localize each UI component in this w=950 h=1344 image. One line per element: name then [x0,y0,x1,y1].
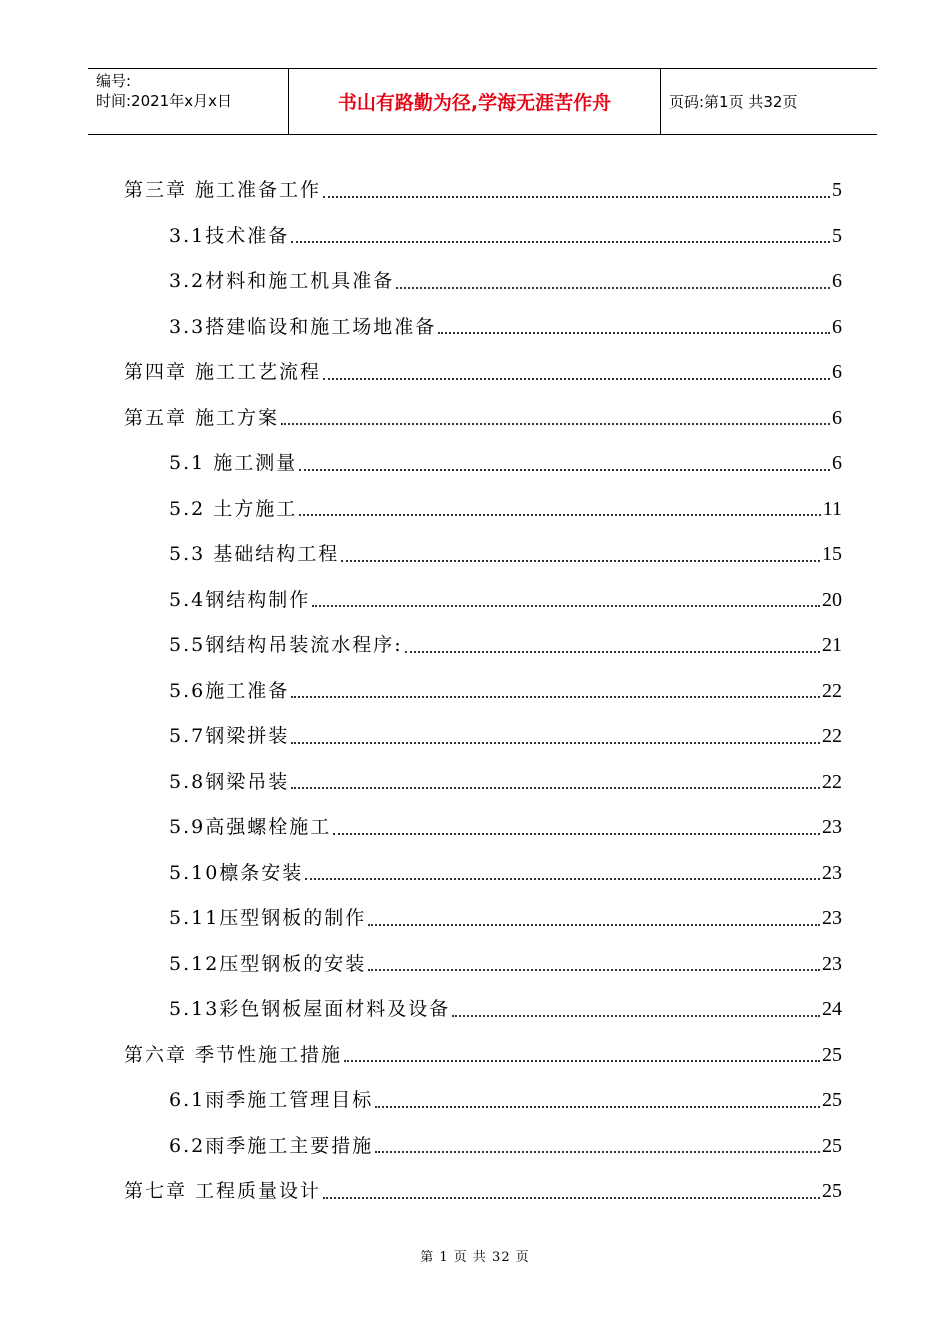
toc-entry-page: 22 [822,725,842,747]
toc-entry-title: 6.1雨季施工管理目标 [169,1089,374,1111]
toc-entry-title: 5.6施工准备 [169,679,290,702]
toc-leader-dots [344,1060,820,1062]
toc-leader-dots [375,1151,820,1153]
toc-leader-dots [281,423,830,425]
toc-entry-page: 25 [822,1043,842,1066]
toc-entry[interactable] [124,305,842,351]
toc-entry-title: 6.2雨季施工主要措施 [169,1134,374,1157]
toc-entry-title: 3.1技术准备 [169,224,290,247]
toc-entry[interactable] [124,760,842,806]
toc-entry[interactable] [124,1169,842,1215]
toc-leader-dots [452,1015,820,1017]
toc-entry-page: 15 [822,543,842,565]
page-footer: 第 1 页 共 32 页 [420,1250,530,1265]
toc-entry-page: 22 [822,770,842,793]
toc-leader-dots [368,924,820,926]
toc-entry-title: 5.4钢结构制作 [169,588,311,611]
toc-entry-title: 第四章 施工工艺流程 [124,361,322,383]
toc-leader-dots [291,696,820,698]
toc-leader-dots [323,378,830,380]
toc-entry-page: 25 [822,1134,842,1157]
toc-entry-title: 5.12压型钢板的安装 [169,952,367,975]
toc-leader-dots [405,651,820,653]
header-page-info: 页码:第1页 共32页 [669,93,798,111]
toc-leader-dots [333,833,820,835]
toc-entry[interactable] [124,350,842,396]
toc-entry[interactable] [124,1033,842,1079]
toc-leader-dots [341,560,820,562]
toc-entry-title: 5.8钢梁吊装 [169,770,290,793]
toc-leader-dots [299,469,830,471]
toc-entry-page: 23 [822,861,842,884]
toc-entry[interactable] [124,214,842,260]
toc-entry[interactable] [124,987,842,1033]
document-number-label: 编号: [96,72,132,90]
toc-leader-dots [291,241,830,243]
toc-entry[interactable] [124,714,842,760]
toc-entry-page: 25 [822,1180,842,1202]
toc-entry-page: 22 [822,679,842,702]
toc-entry[interactable] [124,168,842,214]
toc-entry-title: 5.7钢梁拼装 [169,725,290,747]
toc-entry[interactable] [124,805,842,851]
toc-entry-title: 第三章 施工准备工作 [124,179,322,201]
toc-entry-page: 6 [832,270,842,292]
toc-entry-title: 第七章 工程质量设计 [124,1180,322,1202]
toc-entry-title: 第五章 施工方案 [124,406,280,429]
header-meta [88,69,288,134]
toc-entry-page: 23 [822,816,842,838]
document-time-label: 时间:2021年x月x日 [96,92,232,110]
toc-entry-page: 6 [832,315,842,338]
toc-leader-dots [299,514,820,516]
toc-entry[interactable] [124,487,842,533]
toc-entry-page: 6 [832,406,842,429]
toc-leader-dots [312,605,820,607]
toc-leader-dots [438,332,830,334]
toc-leader-dots [368,969,820,971]
toc-leader-dots [396,287,830,289]
toc-entry-page: 23 [822,907,842,929]
toc-entry-title: 5.1 施工测量 [169,452,298,474]
toc-entry[interactable] [124,623,842,669]
toc-entry-page: 24 [822,998,842,1020]
toc-entry[interactable] [124,532,842,578]
toc-entry-page: 6 [832,452,842,474]
toc-entry-title: 5.9高强螺栓施工 [169,816,332,838]
toc-entry[interactable] [124,942,842,988]
table-of-contents [124,168,842,1215]
toc-entry-title: 第六章 季节性施工措施 [124,1043,343,1066]
toc-entry-title: 3.2材料和施工机具准备 [169,270,395,292]
toc-entry[interactable] [124,396,842,442]
toc-leader-dots [291,787,820,789]
toc-leader-dots [323,196,830,198]
toc-entry-page: 21 [822,634,842,656]
toc-leader-dots [291,742,820,744]
toc-entry-page: 5 [832,224,842,247]
toc-entry-page: 11 [822,497,842,520]
toc-entry-page: 5 [832,179,842,201]
toc-entry[interactable] [124,441,842,487]
toc-entry-page: 20 [822,588,842,611]
page-header [88,68,877,135]
toc-entry-page: 23 [822,952,842,975]
toc-entry-page: 25 [822,1089,842,1111]
toc-entry[interactable] [124,578,842,624]
toc-entry[interactable] [124,669,842,715]
toc-leader-dots [375,1106,820,1108]
toc-entry-title: 5.3 基础结构工程 [169,543,340,565]
toc-entry[interactable] [124,1078,842,1124]
toc-entry-page: 6 [832,361,842,383]
toc-entry[interactable] [124,259,842,305]
toc-leader-dots [305,878,820,880]
toc-leader-dots [323,1197,820,1199]
toc-entry[interactable] [124,1124,842,1170]
toc-entry-title: 5.5钢结构吊装流水程序: [169,634,403,656]
toc-entry-title: 3.3搭建临设和施工场地准备 [169,315,437,338]
toc-entry[interactable] [124,851,842,897]
toc-entry-title: 5.2 土方施工 [169,497,298,520]
toc-entry-title: 5.11压型钢板的制作 [169,907,367,929]
toc-entry[interactable] [124,896,842,942]
toc-entry-title: 5.10檩条安装 [169,861,304,884]
toc-entry-title: 5.13彩色钢板屋面材料及设备 [169,998,451,1020]
header-motto: 书山有路勤为径,学海无涯苦作舟 [288,69,661,134]
